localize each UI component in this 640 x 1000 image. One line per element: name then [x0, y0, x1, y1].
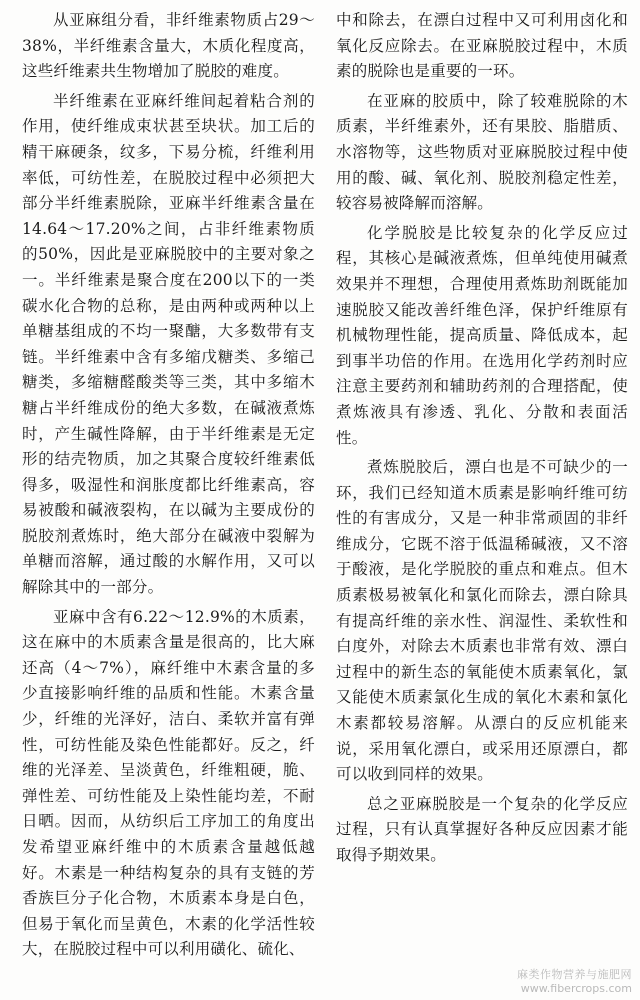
right-column	[336, 8, 628, 873]
paragraph-other-gums: 在亚麻的胶质中，除了较难脱除的木质素，半纤维素外，还有果胶、脂腊质、水溶物等，这些物质对亚麻脱胶过程中使用的酸、碱、氧化剂、脱胶剂稳定性差，较容易被降解而溶解。	[336, 91, 628, 213]
site-watermark	[517, 968, 632, 996]
left-column	[22, 8, 315, 967]
paragraph-lignin-continued: 中和除去，在漂白过程中又可利用卤化和氧化反应除去。在亚麻脱胶过程中，木质素的脱除也是重要的一环。	[336, 11, 628, 81]
paragraph-composition: 从亚麻组分看，非纤维素物质占29～38%，半纤维素含量大，木质化程度高，这些纤维素共生物增加了脱胶的难度。	[22, 11, 315, 81]
watermark-site-name: 麻类作物营养与施肥网	[517, 968, 632, 981]
paragraph-bleaching: 煮炼脱胶后，漂白也是不可缺少的一环，我们已经知道木质素是影响纤维可纺性的有害成分，又是一种非常顽固的非纤维成分，它既不溶于低温稀碱液，又不溶于酸液，是化学脱胶的重点和难点。但木质素极易被氧化和氯化而除去，漂白除具有提高纤维的亲水性、润湿性、柔软性和白度外，对除去木质素也非常有效、漂白过程中的新生态的氧能使木质素氧化，氯又能使木质素氯化生成的氧化木素和氯化木素都较易溶解。从漂白的反应机能来说，采用氧化漂白，或采用还原漂白，都可以收到同样的效果。	[336, 458, 628, 784]
paragraph-chemical-degumming: 化学脱胶是比较复杂的化学反应过程，其核心是碱液煮炼，但单纯使用碱煮效果并不理想，合理使用煮炼助剂既能加速脱胶又能改善纤维色泽，保护纤维原有机械物理性能，提高质量、降低成本，起到事半功倍的作用。在选用化学药剂时应注意主要药剂和辅助药剂的合理搭配，使煮炼液具有渗透、乳化、分散和表面活性。	[336, 223, 628, 447]
paragraph-hemicellulose: 半纤维素在亚麻纤维间起着粘合剂的作用，使纤维成束状甚至块状。加工后的精干麻硬条，纹多，下易分梳，纤维利用率低，可纺性差，在脱胶过程中必须把大部分半纤维素脱除，亚麻半纤维素含量在14.64～17.20%之间，占非纤维素物质的50%，因此是亚麻脱胶中的主要对象之一。半纤维素是聚合度在200以下的一类碳水化合物的总称，是由两种或两种以上单糖基组成的不均一聚醣，大多数带有支链。半纤维素中含有多缩戊糖类、多缩己糖类，多缩糖醛酸类等三类，其中多缩木糖占半纤维成份的绝大多数，在碱液煮炼时，产生碱性降解，由于半纤维素是无定形的结壳物质，加之其聚合度较纤维素低得多，吸湿性和润胀度都比纤维素高，容易被酸和碱液裂构，在以碱为主要成份的脱胶剂煮炼时，绝大部分在碱液中裂解为单糖而溶解，通过酸的水解作用，又可以解除其中的一部分。	[22, 91, 315, 597]
paragraph-lignin: 亚麻中含有6.22～12.9%的木质素，这在麻中的木质素含量是很高的，比大麻还高（4～7%），麻纤维中木素含量的多少直接影响纤维的品质和性能。木素含量少，纤维的光泽好，洁白、柔软并富有弹性，可纺性能及染色性能都好。反之，纤维的光泽差、呈淡黄色，纤维粗硬，脆、弹性差、可纺性能及上染性能均差，不耐日晒。因而，从纺织后工序加工的角度出发希望亚麻纤维中的木质素含量越低越好。木素是一种结构复杂的具有支链的芳香族巨分子化合物，木质素本身是白色，但易于氧化而呈黄色，木素的化学活性较大，在脱胶过程中可以利用磺化、硫化、	[22, 607, 315, 959]
watermark-url: www.fibercrops.com	[520, 982, 632, 995]
paragraph-conclusion: 总之亚麻脱胶是一个复杂的化学反应过程，只有认真掌握好各种反应因素才能取得予期效果。	[336, 794, 628, 864]
